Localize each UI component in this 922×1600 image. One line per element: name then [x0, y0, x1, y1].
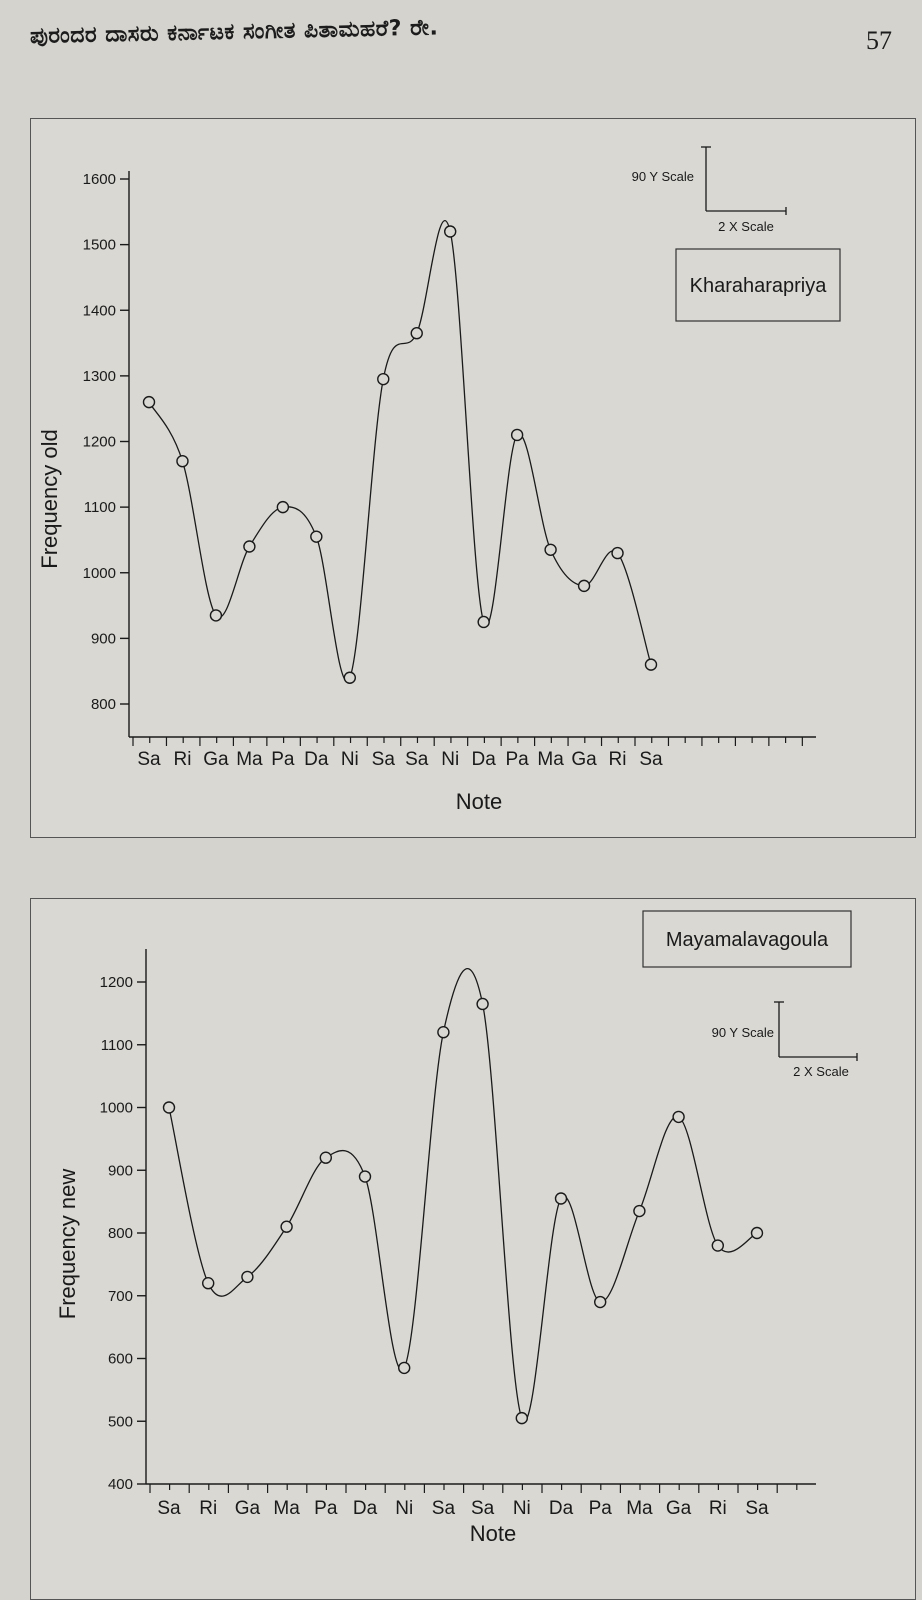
y-axis-title: Frequency old: [37, 429, 62, 569]
x-tick-label: Pa: [271, 749, 295, 770]
chart-panel-mayamalavagoula: [30, 898, 916, 1600]
x-tick-label: Ni: [340, 749, 359, 770]
y-tick-label: 1100: [83, 499, 116, 517]
x-tick-label: Ri: [708, 1498, 727, 1519]
x-tick-label: Da: [548, 1498, 574, 1519]
series-line: [169, 969, 757, 1422]
x-tick-label: Da: [304, 749, 329, 770]
y-tick-label: 1500: [82, 236, 116, 254]
chart-panel-kharaharapriya: [30, 118, 916, 838]
y-tick-label: 600: [107, 1350, 133, 1368]
x-tick-label: Pa: [505, 749, 529, 770]
x-tick-label: Ni: [395, 1498, 414, 1519]
x-tick-label: Ma: [236, 749, 263, 770]
x-tick-label: Ni: [512, 1498, 531, 1519]
y-tick-label: 400: [107, 1476, 133, 1493]
data-point: [634, 1206, 645, 1217]
data-point: [411, 328, 422, 339]
data-point: [320, 1152, 331, 1163]
x-tick-label: Sa: [745, 1498, 769, 1519]
x-tick-label: Ma: [626, 1498, 653, 1519]
y-tick-label: 1400: [82, 302, 116, 320]
data-point: [477, 998, 488, 1009]
data-point: [445, 226, 456, 237]
scale-x-label: 2 X Scale: [718, 219, 774, 234]
y-tick-label: 500: [107, 1413, 133, 1431]
data-point: [545, 544, 556, 555]
data-point: [378, 374, 389, 385]
data-point: [244, 541, 255, 552]
y-tick-label: 900: [90, 630, 116, 648]
x-tick-label: Sa: [431, 1498, 456, 1519]
running-head-title: ಪುರಂದರ ದಾಸರು ಕರ್ನಾಟಕ ಸಂಗೀತ ಪಿತಾಮಹರೆ? ರೇ.: [29, 15, 439, 49]
x-tick-label: Ni: [441, 749, 460, 770]
x-tick-label: Pa: [314, 1498, 338, 1519]
y-tick-label: 800: [90, 696, 116, 713]
chart-kharaharapriya: [31, 119, 915, 837]
scale-y-label: 90 Y Scale: [711, 1025, 774, 1040]
data-point: [344, 672, 355, 683]
x-tick-label: Ga: [234, 1498, 261, 1519]
y-tick-label: 1000: [99, 1099, 133, 1117]
page-header: [0, 0, 922, 80]
x-tick-label: Ga: [203, 749, 229, 770]
data-point: [438, 1027, 449, 1038]
x-tick-label: Sa: [137, 749, 161, 770]
page-number: 57: [866, 26, 892, 55]
x-axis-title: Note: [455, 789, 503, 814]
legend-label: Kharaharapriya: [689, 275, 827, 297]
x-tick-label: Da: [352, 1498, 378, 1519]
x-tick-label: Pa: [588, 1498, 612, 1519]
data-point: [210, 610, 221, 621]
data-point: [579, 580, 590, 591]
legend-label: Mayamalavagoula: [665, 929, 829, 951]
x-tick-label: Sa: [405, 749, 429, 770]
x-tick-label: Sa: [157, 1498, 181, 1519]
data-point: [612, 548, 623, 559]
x-tick-label: Sa: [639, 749, 663, 770]
data-point: [512, 429, 523, 440]
data-point: [556, 1193, 567, 1204]
y-tick-label: 1200: [99, 974, 133, 991]
y-tick-label: 1600: [82, 171, 116, 188]
x-tick-label: Ma: [537, 749, 564, 770]
scale-y-label: 90 Y Scale: [631, 169, 694, 184]
series-line: [149, 221, 651, 681]
y-tick-label: 700: [107, 1287, 133, 1305]
x-tick-label: Sa: [470, 1498, 495, 1519]
data-point: [478, 616, 489, 627]
data-point: [516, 1413, 527, 1424]
data-point: [177, 456, 188, 467]
x-tick-label: Ga: [571, 749, 597, 770]
y-tick-label: 800: [107, 1225, 133, 1242]
y-tick-label: 900: [107, 1162, 133, 1180]
y-tick-label: 1200: [82, 433, 116, 451]
y-tick-label: 1300: [82, 367, 116, 385]
y-axis-title: Frequency new: [55, 1168, 80, 1320]
data-point: [595, 1297, 606, 1308]
x-tick-label: Sa: [371, 749, 395, 770]
x-tick-label: Ri: [199, 1498, 218, 1519]
data-point: [281, 1221, 292, 1232]
data-point: [311, 531, 322, 542]
data-point: [752, 1228, 763, 1239]
x-tick-label: Ri: [608, 749, 627, 770]
data-point: [399, 1362, 410, 1373]
data-point: [203, 1278, 214, 1289]
data-point: [646, 659, 657, 670]
data-point: [673, 1111, 684, 1122]
data-point: [144, 397, 155, 408]
x-tick-label: Ga: [665, 1498, 692, 1519]
x-tick-label: Ma: [273, 1498, 300, 1519]
scale-x-label: 2 X Scale: [793, 1064, 849, 1079]
y-tick-label: 1000: [82, 564, 116, 582]
data-point: [164, 1102, 175, 1113]
x-tick-label: Ri: [173, 749, 192, 770]
data-point: [242, 1271, 253, 1282]
data-point: [277, 502, 288, 513]
data-point: [360, 1171, 371, 1182]
chart-mayamalavagoula: [31, 899, 915, 1599]
y-tick-label: 1100: [100, 1036, 133, 1054]
x-tick-label: Da: [471, 749, 496, 770]
data-point: [712, 1240, 723, 1251]
x-axis-title: Note: [469, 1521, 517, 1546]
